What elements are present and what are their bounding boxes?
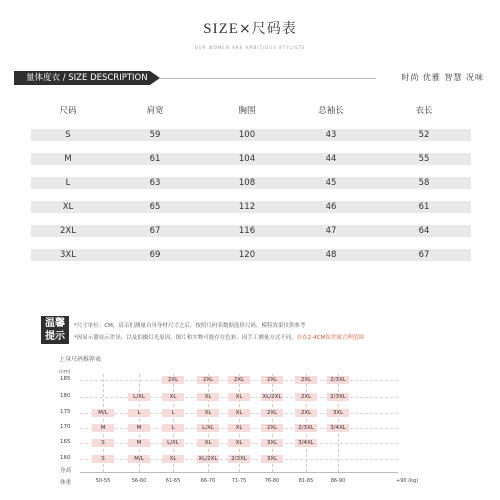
table-cell: 112: [238, 202, 256, 212]
table-cell: 61: [149, 154, 161, 164]
title-rest: 尺码表: [251, 21, 297, 37]
size-recommendation-cell: 2XL: [295, 376, 317, 384]
weight-tick-label: 61-65: [165, 478, 181, 484]
table-header-cell: 尺码: [59, 106, 77, 116]
weight-axis-label: 体重: [60, 480, 72, 486]
size-recommendation-cell: 2/3XL: [295, 424, 317, 432]
grid-line-vertical: [338, 374, 339, 472]
section-tagline: 时尚 优雅 智慧 况味: [401, 73, 484, 82]
size-recommendation-cell: 2XL: [261, 409, 283, 417]
size-recommendation-cell: XL: [162, 455, 184, 463]
chart-title: 上身尺码推荐表: [59, 356, 102, 363]
table-cell: XL: [62, 202, 74, 212]
size-recommendation-cell: XL: [197, 409, 219, 417]
table-cell: 52: [418, 130, 430, 140]
page-title: [0, 18, 500, 38]
weight-tick-label: 81-85: [298, 478, 314, 484]
size-recommendation-cell: L/XL: [197, 424, 219, 432]
tip-badge-line1: 温馨: [45, 318, 65, 329]
size-recommendation-cell: L: [162, 409, 184, 417]
table-row: [31, 225, 471, 237]
tip-text-1: *尺寸单位：CM，请亲们测量自身身材尺寸之后，按照尺码表数据选择尺码，模特效果仅供参考: [74, 323, 306, 329]
size-recommendation-cell: 2/3XL: [228, 455, 250, 463]
weight-tick-label: 50-55: [95, 478, 111, 484]
table-cell: 2XL: [60, 226, 76, 236]
grid-line-vertical: [306, 374, 307, 472]
weight-unit-label: +90 (kg): [396, 478, 419, 484]
chart-unit: (cm): [59, 369, 71, 375]
weight-tick-label: 56-60: [131, 478, 147, 484]
size-recommendation-cell: 3XL: [327, 409, 349, 417]
x-axis-line: [80, 472, 398, 473]
size-recommendation-cell: 2/3XL: [327, 376, 349, 384]
table-cell: 59: [149, 130, 161, 140]
table-cell: 48: [325, 250, 337, 260]
tip-text-2: [74, 333, 364, 341]
size-recommendation-cell: M: [128, 424, 150, 432]
table-row: [31, 177, 471, 189]
table-header-cell: 胸围: [238, 106, 256, 116]
tip-badge-line2: 提示: [45, 331, 65, 342]
size-recommendation-cell: XL: [162, 393, 184, 401]
weight-tick-label: 76-80: [264, 478, 280, 484]
table-header-row: [31, 105, 471, 117]
table-cell: S: [65, 130, 71, 140]
size-recommendation-cell: 2XL: [295, 409, 317, 417]
table-cell: 64: [418, 226, 430, 236]
size-table: [31, 105, 471, 273]
size-recommendation-cell: L: [162, 424, 184, 432]
section-label: 量体度衣 / SIZE DESCRIPTION: [14, 71, 150, 85]
weight-tick-label: 66-70: [200, 478, 216, 484]
height-tick-label: 185: [60, 376, 71, 382]
tip-text-2b: 存在2-4CM误差属合理范围: [296, 335, 364, 341]
size-recommendation-cell: 2XL: [261, 424, 283, 432]
size-recommendation-cell: XL/2XL: [262, 394, 282, 400]
weight-tick-label: 71-75: [231, 478, 247, 484]
table-cell: 61: [418, 202, 430, 212]
page-header: [0, 18, 500, 50]
table-cell: 116: [238, 226, 256, 236]
table-cell: 120: [238, 250, 256, 260]
table-cell: 63: [149, 178, 161, 188]
weight-tick-label: 86-90: [330, 478, 346, 484]
table-cell: 47: [325, 226, 337, 236]
height-tick-label: 165: [60, 439, 71, 445]
size-recommendation-cell: S: [92, 455, 114, 463]
table-header-cell: 肩宽: [146, 106, 164, 116]
page-subtitle: OUR WOMEN ARE AMBITIOUS STYLISTS: [194, 45, 306, 50]
size-recommendation-cell: XL: [228, 393, 250, 401]
table-cell: 46: [325, 202, 337, 212]
table-cell: L: [65, 178, 71, 188]
size-recommendation-cell: S: [92, 439, 114, 447]
height-axis-label: 身高: [60, 468, 72, 474]
table-cell: 58: [418, 178, 430, 188]
table-cell: 67: [418, 250, 430, 260]
table-cell: 55: [418, 154, 430, 164]
size-recommendation-cell: 2XL: [295, 393, 317, 401]
warm-tip-badge: [41, 316, 69, 344]
size-recommendation-cell: XL/2XL: [198, 456, 218, 462]
table-cell: 3XL: [60, 250, 76, 260]
table-cell: 44: [325, 154, 337, 164]
table-header-cell: 衣长: [415, 106, 433, 116]
size-recommendation-cell: XL: [228, 439, 250, 447]
size-recommendation-cell: M/L: [128, 455, 150, 463]
table-cell: 104: [238, 154, 256, 164]
size-recommendation-cell: XL: [228, 424, 250, 432]
table-header-cell: 总袖长: [318, 106, 344, 116]
table-row: [31, 201, 471, 213]
size-recommendation-cell: M: [92, 424, 114, 432]
title-cross: ×: [238, 21, 252, 37]
table-row: [31, 249, 471, 261]
table-cell: 65: [149, 202, 161, 212]
table-cell: 43: [325, 130, 337, 140]
height-tick-label: 180: [60, 393, 71, 399]
size-recommendation-cell: XL: [197, 393, 219, 401]
table-row: [31, 153, 471, 165]
table-cell: 45: [325, 178, 337, 188]
size-recommendation-cell: 2XL: [228, 376, 250, 384]
size-recommendation-cell: XL: [197, 439, 219, 447]
size-recommendation-cell: 2XL: [261, 376, 283, 384]
table-cell: 67: [149, 226, 161, 236]
height-tick-label: 170: [60, 424, 71, 430]
table-cell: 108: [238, 178, 256, 188]
table-cell: 69: [149, 250, 161, 260]
size-recommendation-cell: XL: [228, 409, 250, 417]
height-tick-label: 160: [60, 455, 71, 461]
size-recommendation-cell: 2/3XL: [327, 393, 349, 401]
table-cell: M: [64, 154, 72, 164]
tip-text-2a: *因显示器显示差异，以及拍摄灯光原因，图片和实物可能存在色彩，因手工测量方式不同，: [74, 335, 297, 341]
size-recommendation-cell: L/XL: [162, 439, 184, 447]
size-recommendation-cell: M/L: [92, 409, 114, 417]
size-recommendation-cell: 2XL: [162, 376, 184, 384]
height-tick-label: 175: [60, 409, 71, 415]
size-recommendation-cell: M: [128, 439, 150, 447]
size-recommendation-cell: L: [128, 409, 150, 417]
table-row: [31, 129, 471, 141]
size-recommendation-cell: 3/4XL: [295, 439, 317, 447]
title-size: SIZE: [203, 21, 239, 37]
size-recommendation-cell: 3/4XL: [327, 424, 349, 432]
size-recommendation-cell: 2XL: [197, 376, 219, 384]
size-recommendation-cell: 3XL: [261, 455, 283, 463]
section-bar: [14, 71, 484, 85]
size-recommendation-cell: 3XL: [261, 439, 283, 447]
table-cell: 100: [238, 130, 256, 140]
section-divider: [160, 78, 376, 79]
size-recommendation-cell: L/XL: [128, 393, 150, 401]
